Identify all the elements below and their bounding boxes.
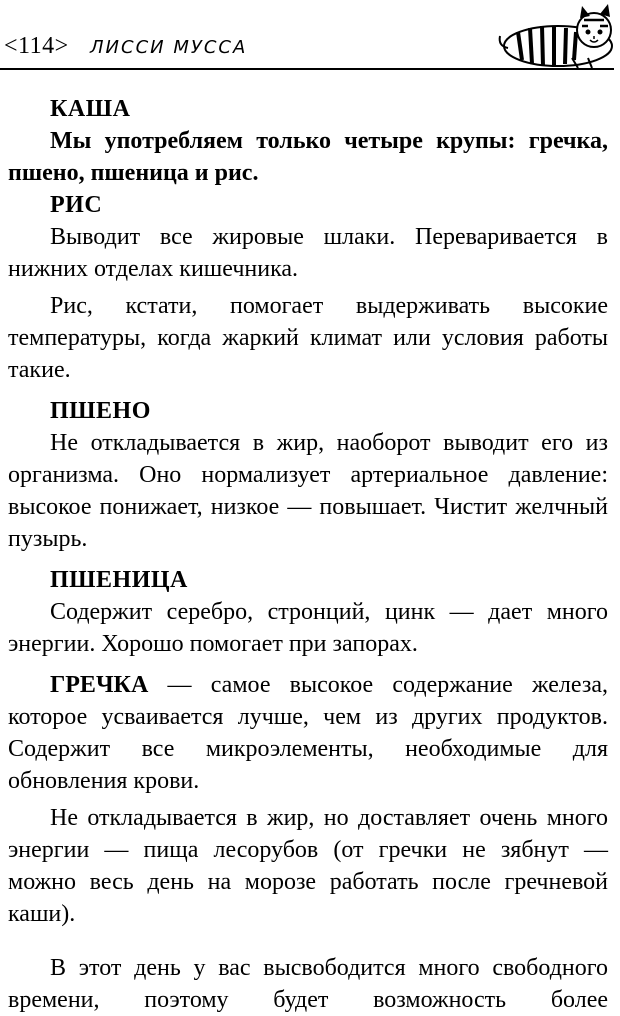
heading-kasha: КАША (50, 96, 131, 122)
grechka-paragraph-1-text: — самое высокое содержание железа, которое усваивается лучше, чем из других продуктов. Содержит все микроэлементы, необходимые для обновления крови. (8, 672, 608, 794)
kasha-intro: Мы употребляем только четыре крупы: гречка, пшено, пшеница и рис. (8, 128, 608, 186)
grechka-lead: ГРЕЧКА (50, 672, 149, 698)
page-header (0, 0, 620, 80)
psheno-paragraph: Не откладывается в жир, наоборот выводит его из организма. Оно нормализует артериальное давление: высокое понижает, низкое — повышает. Чистит желчный пузырь. (8, 430, 608, 552)
ris-paragraph-2: Рис, кстати, помогает выдерживать высокие температуры, когда жаркий климат или условия работы такие. (8, 293, 608, 383)
cat-illustration-icon (496, 2, 620, 72)
heading-pshenitsa: ПШЕНИЦА (50, 567, 188, 593)
heading-ris: РИС (50, 192, 103, 218)
pshenitsa-paragraph: Содержит серебро, стронций, цинк — дает много энергии. Хорошо помогает при запорах. (8, 599, 608, 657)
book-title: ЛИССИ МУССА (90, 37, 248, 58)
grechka-paragraph-1 (8, 669, 608, 797)
closing-paragraph: В этот день у вас высвободится много свободного времени, поэтому будет возможность более (8, 955, 608, 1013)
page-number: <114> (4, 33, 69, 59)
ris-paragraph-1: Выводит все жировые шлаки. Переваривается в нижних отделах кишечника. (8, 224, 608, 282)
page-body (8, 93, 608, 1016)
grechka-paragraph-2: Не откладывается в жир, но доставляет очень много энергии — пища лесорубов (от гречки не зябнут — можно весь день на морозе работать после гречневой каши). (8, 805, 608, 927)
heading-psheno: ПШЕНО (50, 398, 151, 424)
